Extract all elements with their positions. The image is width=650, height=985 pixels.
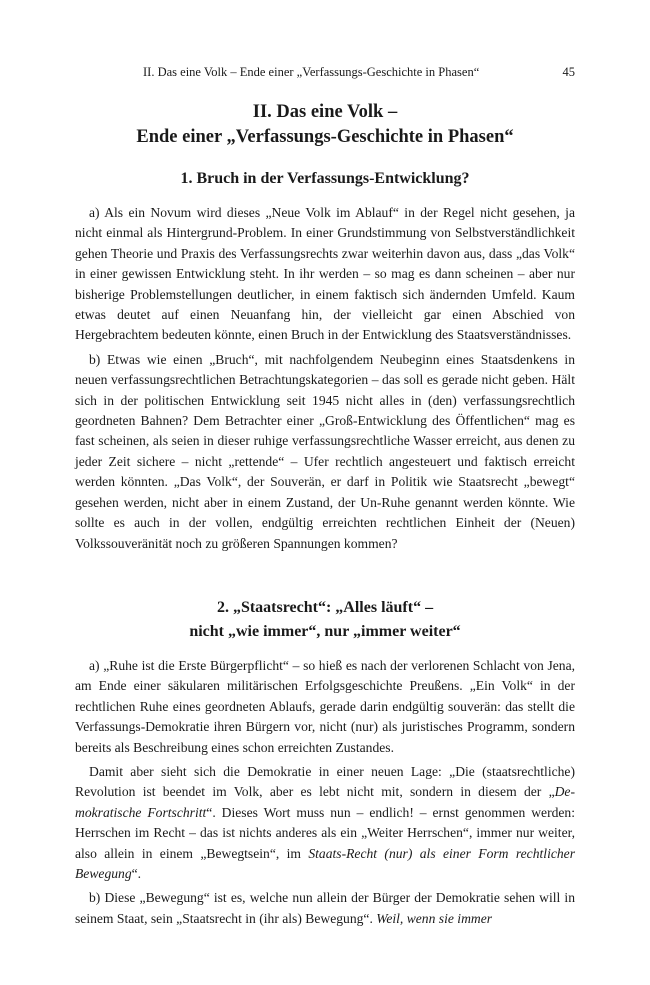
section2-heading-line1: 2. „Staatsrecht“: „Alles läuft“ – [216, 598, 434, 616]
section2-paragraph-a: a) „Ruhe ist die Erste Bürgerpflicht“ – so hieß es nach der verlorenen Schlacht von Jena, am Ende einer säkularen militärischen Erfolgsgeschichte Preußens. „Ein Volk“ in der rechtlichen Ruhe eines geordneten Ablaufs, gerade darin endgültig souverän: das stellt die Verfassungs-Demokratie ihren Bürgern vor, nicht (nur) als juristisches Programm, sondern bereits als Beschreibung eines schon erreichten Zustandes. [75, 657, 575, 755]
section2-paragraph-b-emphasis: Weil, wenn sie immer [376, 910, 493, 926]
section2-paragraph-mid-text1: Damit aber sieht sich die Demokratie in einer neuen Lage: „Die (staatsrechtliche) Revolution ist beendet im Volk, aber es lebt nicht mit, sondern in diesem der „ [75, 763, 575, 800]
chapter-title [75, 100, 575, 150]
page [75, 62, 575, 933]
section2-heading-line2: nicht „wie immer“, nur „immer weiter“ [189, 622, 461, 640]
chapter-title-line2: Ende einer „Verfassungs-Geschichte in Phasen“ [136, 127, 514, 147]
section2-paragraph-mid-text2: “. Dieses Wort muss nun – endlich! – ernst genommen werden: Herrschen im Recht – das ist nichts anderes als ein „Weiter Herrschen“, immer nur weiter, also allein in einem „Bewegtsein“, im [75, 804, 576, 861]
section2-paragraph-b-text: b) Diese „Bewegung“ ist es, welche nun allein der Bürger der Demokratie sehen will in seinem Staat, sein „Staatsrecht in (ihr als) Bewegung“. [75, 890, 575, 926]
running-head [75, 62, 575, 82]
section2-paragraph-b [75, 888, 575, 929]
section2-paragraph-mid [75, 762, 575, 884]
section2-heading [75, 596, 575, 644]
section1-paragraph-a: a) Als ein Novum wird dieses „Neue Volk im Ablauf“ in der Regel nicht gesehen, ja nicht einmal als Hintergrund-Problem. In einer Grundstimmung von Selbstverständlichkeit gehen Theorie und Praxis des Verfassungsrechts zwar weiterhin davon aus, dass „das Volk“ in einer gewissen Entwicklung steht. In ihr werden – so mag es dann scheinen – aber nur bisherige Problemstellungen deutlicher, in einem faktisch sich ändernden Umfeld. Kaum etwas deutet auf einen Neuanfang hin, der vielleicht gar einen Abschied von Hergebrachtem bedeuten könnte, einen Bruch in der Entwicklung des Staatsverständnisses. [75, 205, 575, 343]
chapter-title-line1: II. Das eine Volk – [252, 102, 398, 122]
section2-paragraph-mid-emphasis1: Demokratische Fortschritt [75, 784, 575, 820]
page-number: 45 [562, 65, 575, 79]
section2-paragraph-mid-emphasis2: Staats-Recht (nur) als einer Form rechtlicher Bewegung [75, 845, 575, 881]
running-head-title: II. Das eine Volk – Ende einer „Verfassungs-Geschichte in Phasen“ [143, 65, 480, 79]
section1-heading: 1. Bruch in der Verfassungs-Entwicklung? [180, 170, 470, 187]
section1-paragraph-b: b) Etwas wie einen „Bruch“, mit nachfolgendem Neubeginn eines Staatsdenkens in neuen verfassungsrechtlichen Betrachtungskategorien – das soll es gerade nicht geben. Hält sich in der politischen Entwicklung seit 1945 nicht alles in (den) verfassungsrechtlich geordneten Bahnen? Dem Betrachter einer „Groß-Entwicklung des Öffentlichen“ mag es fast scheinen, als seien in dieser ruhige verfassungsrechtliche Wasser erreicht, aus denen zu jeder Zeit sichere – nicht „rettende“ – Ufer rechtlich angesteuert und faktisch erreicht werden könnten. „Das Volk“, der Souverän, er darf in Politik wie Staatsrecht „bewegt“ gesehen werden, nicht aber in einem Zustand, der Un-Ruhe genannt werden könnte. Wie sollte es auch in der vollen, endgültig erreichten rechtlichen Einheit der (Neuen) Volkssouveränität noch zu größeren Spannungen kommen? [75, 351, 575, 551]
section2-paragraph-mid-text3: “. [131, 865, 142, 881]
